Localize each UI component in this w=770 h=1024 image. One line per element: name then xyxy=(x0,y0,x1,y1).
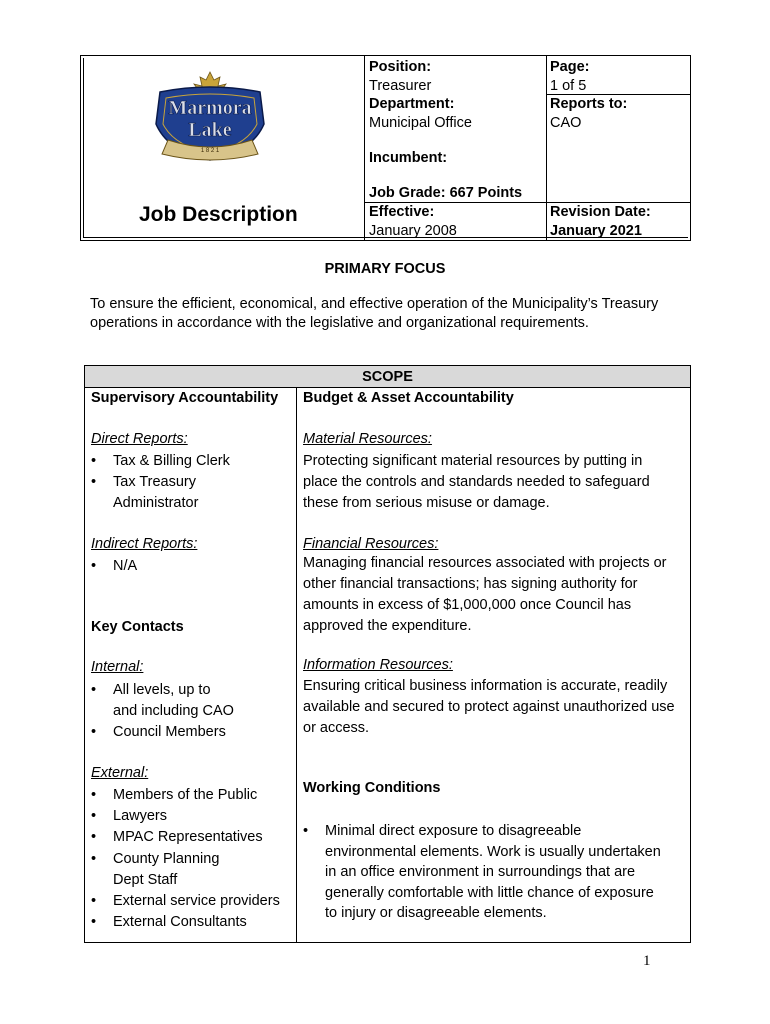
budget-asset-accountability-heading: Budget & Asset Accountability xyxy=(303,390,514,406)
primary-focus-heading: PRIMARY FOCUS xyxy=(324,261,446,277)
bullet-icon: • xyxy=(91,892,97,909)
header-divider xyxy=(364,56,365,240)
logo-graphic xyxy=(140,68,280,168)
effective-label: Effective: xyxy=(369,204,435,220)
information-resources-label: Information Resources: xyxy=(303,657,453,673)
list-item: County Planning xyxy=(113,850,220,867)
internal-label: Internal: xyxy=(91,659,144,675)
key-contacts-heading: Key Contacts xyxy=(91,619,184,635)
list-item: and including CAO xyxy=(113,702,234,719)
list-item: External service providers xyxy=(113,892,280,909)
list-item: Members of the Public xyxy=(113,786,258,803)
bullet-icon: • xyxy=(91,723,97,740)
material-resources-text: place the controls and standards needed to safeguard xyxy=(303,473,650,490)
working-conditions-text: environmental elements. Work is usually undertaken xyxy=(325,843,661,860)
list-item: N/A xyxy=(113,557,138,574)
reports-to-label: Reports to: xyxy=(550,96,628,112)
bullet-icon: • xyxy=(91,557,97,574)
bullet-icon: • xyxy=(91,473,97,490)
indirect-reports-label: Indirect Reports: xyxy=(91,536,198,552)
job-grade: Job Grade: 667 Points xyxy=(369,185,523,201)
list-item: Dept Staff xyxy=(113,871,178,888)
effective-value: January 2008 xyxy=(369,222,457,239)
reports-to-value: CAO xyxy=(550,114,582,131)
list-item: Council Members xyxy=(113,723,226,740)
logo-year: 1 8 2 1 xyxy=(200,148,220,154)
material-resources-text: these from serious misuse or damage. xyxy=(303,494,550,511)
working-conditions-text: Minimal direct exposure to disagreeable xyxy=(325,823,582,839)
header-border xyxy=(83,58,84,238)
revision-date-value: January 2021 xyxy=(550,222,642,239)
bullet-icon: • xyxy=(303,823,309,839)
bullet-icon: • xyxy=(91,807,97,824)
direct-reports-label: Direct Reports: xyxy=(91,431,188,447)
header-divider xyxy=(546,56,547,240)
material-resources-text: Protecting significant material resources by putting in xyxy=(303,452,643,469)
list-item: External Consultants xyxy=(113,914,247,930)
list-item: All levels, up to xyxy=(113,681,211,698)
list-item: Tax & Billing Clerk xyxy=(113,452,230,469)
working-conditions-text: in an office environment in surroundings that are xyxy=(325,864,636,880)
department-value: Municipal Office xyxy=(369,114,472,131)
list-item: MPAC Representatives xyxy=(113,828,263,845)
working-conditions-text: generally comfortable with little chance of exposure xyxy=(325,884,654,901)
financial-resources-label: Financial Resources: xyxy=(303,536,439,552)
financial-resources-text: amounts in excess of $1,000,000 once Council has xyxy=(303,596,632,613)
financial-resources-text: Managing financial resources associated with projects or xyxy=(303,554,667,571)
scope-column-divider xyxy=(296,387,297,942)
bullet-icon: • xyxy=(91,681,97,698)
incumbent-label: Incumbent: xyxy=(369,150,448,166)
page-value: 1 of 5 xyxy=(550,77,587,94)
list-item: Administrator xyxy=(113,494,199,511)
logo-text-line2: Lake xyxy=(188,119,232,141)
revision-date-label: Revision Date: xyxy=(550,204,651,220)
primary-focus-text: To ensure the efficient, economical, and effective operation of the Municipality’s Treasury xyxy=(90,296,659,312)
list-item: Lawyers xyxy=(113,807,167,824)
logo-text-line1: Marmora xyxy=(168,97,252,119)
bullet-icon: • xyxy=(91,914,97,930)
primary-focus-text: operations in accordance with the legislative and organizational requirements. xyxy=(90,314,589,331)
bullet-icon: • xyxy=(91,452,97,469)
supervisory-accountability-heading: Supervisory Accountability xyxy=(91,390,279,406)
financial-resources-text: other financial transactions; has signing authority for xyxy=(303,575,638,592)
working-conditions-heading: Working Conditions xyxy=(303,780,441,796)
working-conditions-text: to injury or disagreeable elements. xyxy=(325,905,547,921)
financial-resources-text: approved the expenditure. xyxy=(303,617,472,634)
list-item: Tax Treasury xyxy=(113,473,196,490)
scope-heading: SCOPE xyxy=(362,368,413,385)
position-label: Position: xyxy=(369,59,432,75)
bullet-icon: • xyxy=(91,850,97,867)
municipality-logo xyxy=(140,68,280,168)
bullet-icon: • xyxy=(91,828,97,845)
department-label: Department: xyxy=(369,96,455,112)
material-resources-label: Material Resources: xyxy=(303,431,432,447)
bullet-icon: • xyxy=(91,786,97,803)
external-label: External: xyxy=(91,765,149,781)
information-resources-text: Ensuring critical business information is accurate, readily xyxy=(303,678,668,694)
page-label: Page: xyxy=(550,59,590,75)
page-number: 1 xyxy=(643,953,651,969)
information-resources-text: or access. xyxy=(303,719,370,736)
position-value: Treasurer xyxy=(369,77,432,94)
information-resources-text: available and secured to protect against unauthorized use xyxy=(303,698,675,715)
document-title: Job Description xyxy=(139,203,298,226)
